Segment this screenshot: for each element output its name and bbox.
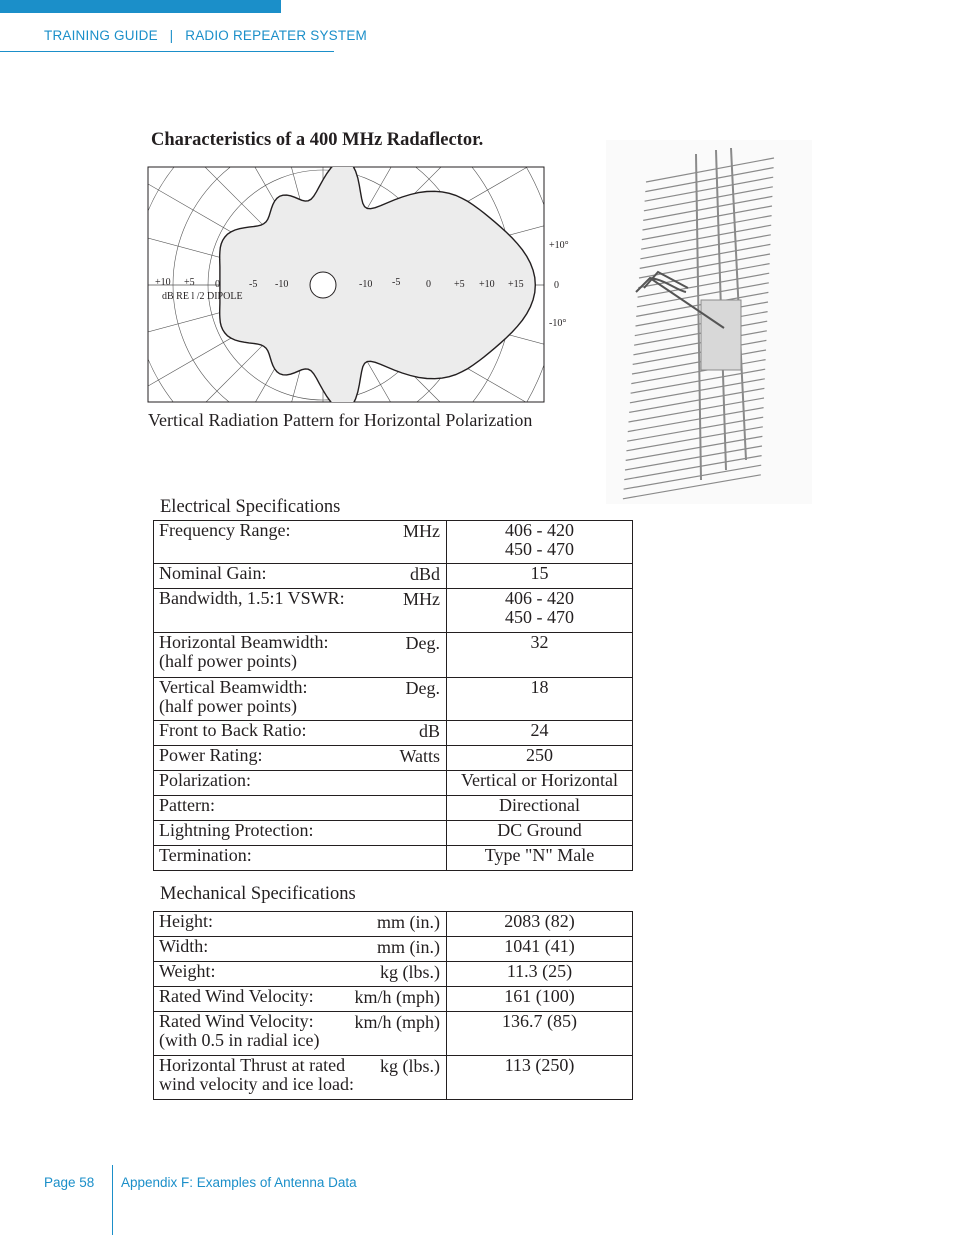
spec-value-cell — [447, 1056, 633, 1100]
footer-section: Appendix F: Examples of Antenna Data — [121, 1175, 357, 1190]
spec-value-cell — [447, 937, 633, 962]
spec-unit: mm (in.) — [377, 937, 440, 957]
spec-value-cell — [447, 633, 633, 678]
spec-label-cell — [154, 821, 447, 846]
spec-row — [154, 721, 633, 746]
spec-label-cell — [154, 846, 447, 871]
spec-unit: MHz — [403, 589, 440, 609]
spec-row — [154, 1056, 633, 1100]
spec-value: 11.3 (25) — [506, 961, 573, 981]
spec-label: Polarization: — [159, 770, 251, 790]
spec-label: Height: — [159, 911, 213, 931]
spec-value-cell — [447, 1012, 633, 1056]
left-tick: -5 — [249, 279, 258, 290]
spec-label: Power Rating: — [159, 745, 263, 765]
spec-value: 450 - 470 — [505, 607, 574, 627]
spec-label: (with 0.5 in radial ice) — [159, 1030, 320, 1050]
spec-label: Horizontal Beamwidth: — [159, 632, 329, 652]
page-number: Page 58 — [44, 1175, 95, 1190]
spec-value-cell — [447, 912, 633, 937]
spec-value: Vertical or Horizontal — [461, 770, 618, 790]
spec-unit: mm (in.) — [377, 912, 440, 932]
spec-row — [154, 746, 633, 771]
spec-unit: dB — [418, 721, 440, 741]
spec-label-cell — [154, 721, 447, 746]
spec-label: Bandwidth, 1.5:1 VSWR: — [159, 588, 345, 608]
angle-label: 0 — [554, 280, 559, 291]
spec-row — [154, 678, 633, 721]
spec-label: Lightning Protection: — [159, 820, 314, 840]
spec-label: Frequency Range: — [159, 520, 291, 540]
spec-value: DC Ground — [497, 820, 582, 840]
header-separator: | — [169, 28, 174, 43]
spec-unit: kg (lbs.) — [380, 1056, 440, 1076]
electrical-specs-table — [153, 520, 633, 871]
spec-row — [154, 846, 633, 871]
spec-label: Vertical Beamwidth: — [159, 677, 308, 697]
spec-value: 250 — [526, 745, 553, 765]
mechanical-specs-table — [153, 911, 633, 1100]
angle-label: -10° — [549, 318, 567, 329]
mechanical-specs-title: Mechanical Specifications — [160, 884, 356, 904]
spec-value-cell — [447, 962, 633, 987]
right-tick: -5 — [392, 277, 401, 288]
spec-value: 24 — [530, 720, 549, 740]
spec-value-cell — [447, 678, 633, 721]
right-tick: +5 — [454, 279, 465, 290]
spec-value-cell — [447, 987, 633, 1012]
left-tick: 0 — [215, 279, 220, 290]
right-tick: +10 — [479, 279, 495, 290]
spec-value-cell — [447, 564, 633, 589]
spec-value: 113 (250) — [504, 1055, 575, 1075]
spec-unit: Deg. — [405, 633, 440, 653]
spec-row — [154, 564, 633, 589]
spec-value: 32 — [530, 632, 549, 652]
spec-value-cell — [447, 589, 633, 633]
spec-label: Rated Wind Velocity: — [159, 1011, 314, 1031]
spec-label: Horizontal Thrust at rated — [159, 1055, 346, 1075]
spec-label-cell — [154, 1012, 447, 1056]
system-label: RADIO REPEATER SYSTEM — [185, 28, 367, 43]
spec-value-cell — [447, 771, 633, 796]
spec-value: 406 - 420 — [505, 520, 574, 540]
spec-label-cell — [154, 746, 447, 771]
left-tick: +10 — [155, 277, 171, 288]
spec-row — [154, 937, 633, 962]
spec-label-cell — [154, 987, 447, 1012]
spec-row — [154, 1012, 633, 1056]
radaflector-antenna-image — [606, 140, 812, 504]
spec-label-cell — [154, 633, 447, 678]
spec-unit: Deg. — [405, 678, 440, 698]
spec-value-cell — [447, 796, 633, 821]
spec-label: Nominal Gain: — [159, 563, 267, 583]
figure-title: Characteristics of a 400 MHz Radaflector. — [151, 130, 484, 150]
spec-value-cell — [447, 521, 633, 564]
spec-label: Pattern: — [159, 795, 215, 815]
electrical-specs-title: Electrical Specifications — [160, 497, 341, 517]
footer-divider — [112, 1165, 113, 1235]
spec-label-cell — [154, 589, 447, 633]
right-tick: +15 — [508, 279, 524, 290]
spec-row — [154, 589, 633, 633]
spec-label: Weight: — [159, 961, 216, 981]
right-tick: -10 — [359, 279, 373, 290]
spec-label-cell — [154, 1056, 447, 1100]
guide-label: TRAINING GUIDE — [44, 28, 158, 43]
spec-value: 450 - 470 — [505, 539, 574, 559]
header-accent-bar — [0, 0, 281, 13]
spec-label-cell — [154, 796, 447, 821]
spec-row — [154, 912, 633, 937]
spec-label: (half power points) — [159, 651, 297, 671]
angle-label: +10° — [549, 240, 569, 251]
spec-row — [154, 987, 633, 1012]
dipole-label: dB RE l /2 DIPOLE — [162, 291, 243, 302]
right-tick: 0 — [426, 279, 431, 290]
spec-value: 2083 (82) — [504, 911, 575, 931]
spec-row — [154, 796, 633, 821]
spec-value: Type "N" Male — [484, 845, 595, 865]
spec-label-cell — [154, 564, 447, 589]
spec-value: 18 — [530, 677, 549, 697]
spec-unit: Watts — [399, 746, 440, 766]
spec-label: Rated Wind Velocity: — [159, 986, 314, 1006]
spec-value: 136.7 (85) — [502, 1011, 577, 1031]
spec-unit: km/h (mph) — [354, 987, 440, 1007]
spec-label: Width: — [159, 936, 209, 956]
spec-value: 15 — [530, 563, 549, 583]
spec-value: 406 - 420 — [505, 588, 574, 608]
spec-value-cell — [447, 846, 633, 871]
spec-label-cell — [154, 521, 447, 564]
polar-caption: Vertical Radiation Pattern for Horizontal Polarization — [148, 410, 533, 430]
spec-value-cell — [447, 746, 633, 771]
spec-label-cell — [154, 678, 447, 721]
left-tick: -10 — [275, 279, 289, 290]
header-rule — [0, 51, 334, 52]
spec-value-cell — [447, 821, 633, 846]
spec-label: Termination: — [159, 845, 252, 865]
spec-value-cell — [447, 721, 633, 746]
spec-label: Front to Back Ratio: — [159, 720, 307, 740]
polar-radiation-plot — [147, 166, 579, 406]
spec-label-cell — [154, 912, 447, 937]
spec-label: wind velocity and ice load: — [159, 1074, 354, 1094]
spec-unit: km/h (mph) — [354, 1012, 440, 1032]
spec-unit: kg (lbs.) — [380, 962, 440, 982]
running-header — [44, 28, 367, 43]
spec-label-cell — [154, 937, 447, 962]
spec-row — [154, 633, 633, 678]
spec-label: (half power points) — [159, 696, 297, 716]
spec-unit: MHz — [403, 521, 440, 541]
spec-label-cell — [154, 962, 447, 987]
spec-row — [154, 962, 633, 987]
left-tick: +5 — [184, 277, 195, 288]
spec-label-cell — [154, 771, 447, 796]
spec-row — [154, 521, 633, 564]
spec-value: 1041 (41) — [504, 936, 575, 956]
spec-row — [154, 771, 633, 796]
spec-value: Directional — [499, 795, 580, 815]
spec-value: 161 (100) — [504, 986, 575, 1006]
spec-unit: dBd — [409, 564, 440, 584]
spec-row — [154, 821, 633, 846]
